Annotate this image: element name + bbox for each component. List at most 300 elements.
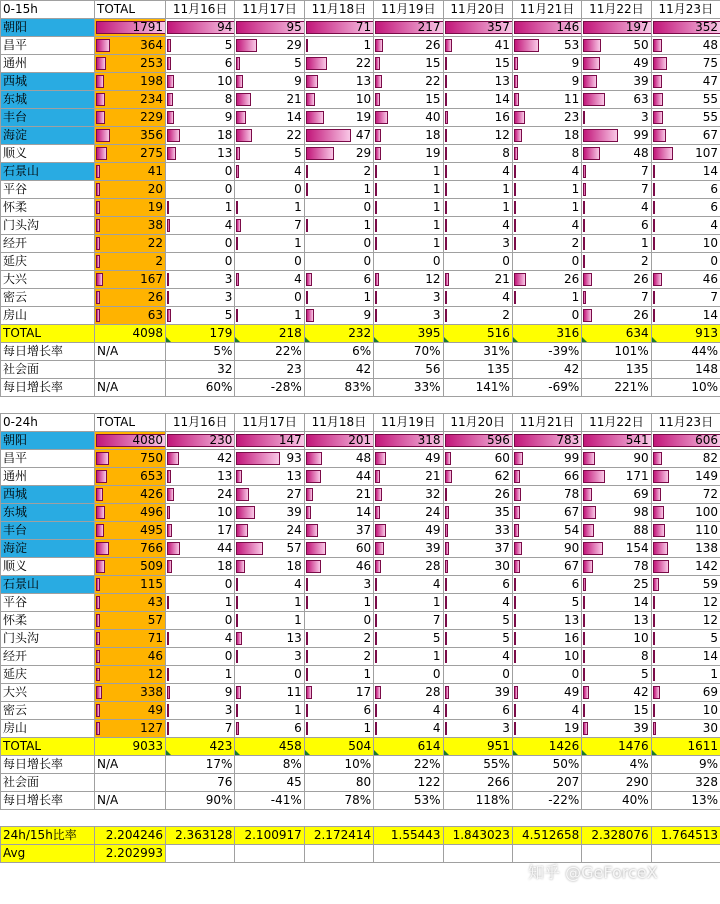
- number-cell[interactable]: [95, 468, 166, 486]
- number-cell[interactable]: [512, 486, 581, 504]
- district-name[interactable]: 东城: [1, 504, 95, 522]
- number-cell[interactable]: [512, 558, 581, 576]
- empty-cell[interactable]: [512, 810, 581, 827]
- number-cell[interactable]: [512, 648, 581, 666]
- number-cell[interactable]: [235, 325, 304, 343]
- number-cell[interactable]: [651, 612, 720, 630]
- number-cell[interactable]: [512, 540, 581, 558]
- date-header[interactable]: 11月19日: [374, 414, 443, 432]
- number-cell[interactable]: [95, 594, 166, 612]
- number-cell[interactable]: [512, 19, 581, 37]
- number-cell[interactable]: [235, 289, 304, 307]
- number-cell[interactable]: [512, 55, 581, 73]
- number-cell[interactable]: [166, 486, 235, 504]
- district-name[interactable]: 房山: [1, 307, 95, 325]
- empty-cell[interactable]: [235, 810, 304, 827]
- number-cell[interactable]: [95, 684, 166, 702]
- number-cell[interactable]: [374, 540, 443, 558]
- number-cell[interactable]: [95, 235, 166, 253]
- number-cell[interactable]: [374, 217, 443, 235]
- number-cell[interactable]: [443, 199, 512, 217]
- number-cell[interactable]: [95, 558, 166, 576]
- number-cell[interactable]: [512, 181, 581, 199]
- district-name[interactable]: 东城: [1, 91, 95, 109]
- number-cell[interactable]: [582, 504, 651, 522]
- number-cell[interactable]: [443, 612, 512, 630]
- number-cell[interactable]: [651, 540, 720, 558]
- number-cell[interactable]: [443, 181, 512, 199]
- number-cell[interactable]: [374, 361, 443, 379]
- number-cell[interactable]: [512, 468, 581, 486]
- number-cell[interactable]: [95, 163, 166, 181]
- number-cell[interactable]: [512, 325, 581, 343]
- number-cell[interactable]: [512, 756, 581, 774]
- number-cell[interactable]: [166, 612, 235, 630]
- number-cell[interactable]: [443, 558, 512, 576]
- number-cell[interactable]: [95, 37, 166, 55]
- number-cell[interactable]: [512, 774, 581, 792]
- number-cell[interactable]: [582, 73, 651, 91]
- number-cell[interactable]: [512, 253, 581, 271]
- district-name[interactable]: 密云: [1, 702, 95, 720]
- number-cell[interactable]: [651, 379, 720, 397]
- metric-label[interactable]: 每日增长率: [1, 756, 95, 774]
- number-cell[interactable]: [304, 774, 373, 792]
- number-cell[interactable]: [235, 792, 304, 810]
- number-cell[interactable]: [443, 37, 512, 55]
- number-cell[interactable]: [95, 55, 166, 73]
- empty-cell[interactable]: [166, 397, 235, 414]
- number-cell[interactable]: [512, 361, 581, 379]
- metric-label[interactable]: 每日增长率: [1, 792, 95, 810]
- empty-cell[interactable]: [374, 397, 443, 414]
- number-cell[interactable]: [166, 199, 235, 217]
- number-cell[interactable]: [304, 738, 373, 756]
- number-cell[interactable]: [651, 720, 720, 738]
- number-cell[interactable]: [582, 145, 651, 163]
- number-cell[interactable]: [651, 271, 720, 289]
- number-cell[interactable]: [582, 594, 651, 612]
- number-cell[interactable]: [235, 271, 304, 289]
- empty-cell[interactable]: [166, 810, 235, 827]
- number-cell[interactable]: [374, 307, 443, 325]
- number-cell[interactable]: [651, 307, 720, 325]
- number-cell[interactable]: [374, 343, 443, 361]
- number-cell[interactable]: [374, 684, 443, 702]
- number-cell[interactable]: [582, 450, 651, 468]
- total-label[interactable]: TOTAL: [1, 738, 95, 756]
- number-cell[interactable]: [235, 37, 304, 55]
- number-cell[interactable]: [374, 289, 443, 307]
- number-cell[interactable]: [443, 630, 512, 648]
- number-cell[interactable]: [651, 361, 720, 379]
- number-cell[interactable]: [374, 199, 443, 217]
- number-cell[interactable]: [374, 73, 443, 91]
- number-cell[interactable]: [443, 648, 512, 666]
- metric-first[interactable]: N/A: [95, 343, 166, 361]
- number-cell[interactable]: [651, 468, 720, 486]
- number-cell[interactable]: [166, 145, 235, 163]
- number-cell[interactable]: [512, 504, 581, 522]
- number-cell[interactable]: [235, 612, 304, 630]
- number-cell[interactable]: [443, 307, 512, 325]
- number-cell[interactable]: [374, 468, 443, 486]
- number-cell[interactable]: [443, 361, 512, 379]
- number-cell[interactable]: [582, 576, 651, 594]
- number-cell[interactable]: [651, 450, 720, 468]
- number-cell[interactable]: [582, 109, 651, 127]
- district-name[interactable]: 顺义: [1, 145, 95, 163]
- number-cell[interactable]: [374, 756, 443, 774]
- number-cell[interactable]: [304, 450, 373, 468]
- number-cell[interactable]: [235, 720, 304, 738]
- number-cell[interactable]: [95, 145, 166, 163]
- number-cell[interactable]: [304, 127, 373, 145]
- number-cell[interactable]: [651, 792, 720, 810]
- number-cell[interactable]: [443, 540, 512, 558]
- number-cell[interactable]: [582, 253, 651, 271]
- number-cell[interactable]: [304, 612, 373, 630]
- number-cell[interactable]: [512, 522, 581, 540]
- number-cell[interactable]: [651, 253, 720, 271]
- number-cell[interactable]: [512, 666, 581, 684]
- date-header[interactable]: 11月23日: [651, 414, 720, 432]
- number-cell[interactable]: [582, 827, 651, 845]
- number-cell[interactable]: [512, 432, 581, 450]
- district-name[interactable]: 怀柔: [1, 199, 95, 217]
- number-cell[interactable]: [651, 289, 720, 307]
- number-cell[interactable]: [443, 774, 512, 792]
- number-cell[interactable]: [95, 648, 166, 666]
- number-cell[interactable]: [651, 145, 720, 163]
- number-cell[interactable]: [235, 343, 304, 361]
- number-cell[interactable]: [512, 379, 581, 397]
- number-cell[interactable]: [95, 738, 166, 756]
- number-cell[interactable]: [95, 450, 166, 468]
- number-cell[interactable]: [374, 630, 443, 648]
- number-cell[interactable]: [651, 19, 720, 37]
- number-cell[interactable]: [166, 37, 235, 55]
- number-cell[interactable]: [166, 774, 235, 792]
- empty-cell[interactable]: [512, 397, 581, 414]
- number-cell[interactable]: [95, 73, 166, 91]
- number-cell[interactable]: [235, 109, 304, 127]
- number-cell[interactable]: [304, 235, 373, 253]
- number-cell[interactable]: [443, 666, 512, 684]
- number-cell[interactable]: [166, 558, 235, 576]
- number-cell[interactable]: [374, 576, 443, 594]
- metric-first[interactable]: [95, 361, 166, 379]
- number-cell[interactable]: [512, 738, 581, 756]
- number-cell[interactable]: [582, 55, 651, 73]
- number-cell[interactable]: [235, 450, 304, 468]
- district-name[interactable]: 延庆: [1, 666, 95, 684]
- metric-label[interactable]: 每日增长率: [1, 343, 95, 361]
- number-cell[interactable]: [95, 576, 166, 594]
- number-cell[interactable]: [166, 666, 235, 684]
- number-cell[interactable]: [512, 217, 581, 235]
- number-cell[interactable]: [443, 576, 512, 594]
- number-cell[interactable]: [166, 307, 235, 325]
- number-cell[interactable]: [95, 720, 166, 738]
- number-cell[interactable]: [304, 253, 373, 271]
- number-cell[interactable]: [166, 522, 235, 540]
- district-name[interactable]: 昌平: [1, 450, 95, 468]
- number-cell[interactable]: [651, 648, 720, 666]
- total-header[interactable]: TOTAL: [95, 1, 166, 19]
- number-cell[interactable]: [374, 253, 443, 271]
- number-cell[interactable]: [512, 702, 581, 720]
- metric-first[interactable]: [95, 774, 166, 792]
- number-cell[interactable]: [443, 73, 512, 91]
- district-name[interactable]: 朝阳: [1, 432, 95, 450]
- district-name[interactable]: 密云: [1, 289, 95, 307]
- number-cell[interactable]: [582, 361, 651, 379]
- number-cell[interactable]: [512, 163, 581, 181]
- number-cell[interactable]: [235, 199, 304, 217]
- number-cell[interactable]: [304, 666, 373, 684]
- district-name[interactable]: 西城: [1, 73, 95, 91]
- date-header[interactable]: 11月22日: [582, 414, 651, 432]
- number-cell[interactable]: [235, 73, 304, 91]
- number-cell[interactable]: [651, 199, 720, 217]
- number-cell[interactable]: [166, 504, 235, 522]
- empty-cell[interactable]: [304, 845, 373, 863]
- number-cell[interactable]: [235, 307, 304, 325]
- number-cell[interactable]: [443, 468, 512, 486]
- number-cell[interactable]: [95, 522, 166, 540]
- district-name[interactable]: 丰台: [1, 522, 95, 540]
- number-cell[interactable]: [166, 756, 235, 774]
- number-cell[interactable]: [374, 271, 443, 289]
- number-cell[interactable]: [304, 109, 373, 127]
- number-cell[interactable]: [304, 486, 373, 504]
- date-header[interactable]: 11月21日: [512, 1, 581, 19]
- district-name[interactable]: 门头沟: [1, 630, 95, 648]
- number-cell[interactable]: [304, 343, 373, 361]
- empty-cell[interactable]: [651, 845, 720, 863]
- number-cell[interactable]: [235, 361, 304, 379]
- district-name[interactable]: 朝阳: [1, 19, 95, 37]
- number-cell[interactable]: [443, 325, 512, 343]
- empty-cell[interactable]: [582, 397, 651, 414]
- number-cell[interactable]: [443, 343, 512, 361]
- number-cell[interactable]: [95, 109, 166, 127]
- number-cell[interactable]: [304, 432, 373, 450]
- number-cell[interactable]: [304, 91, 373, 109]
- number-cell[interactable]: [582, 648, 651, 666]
- number-cell[interactable]: [582, 19, 651, 37]
- number-cell[interactable]: [512, 343, 581, 361]
- empty-cell[interactable]: [1, 397, 95, 414]
- number-cell[interactable]: [443, 271, 512, 289]
- number-cell[interactable]: [304, 73, 373, 91]
- number-cell[interactable]: [166, 55, 235, 73]
- number-cell[interactable]: [166, 73, 235, 91]
- number-cell[interactable]: [374, 127, 443, 145]
- number-cell[interactable]: [582, 289, 651, 307]
- number-cell[interactable]: [443, 289, 512, 307]
- number-cell[interactable]: [651, 486, 720, 504]
- number-cell[interactable]: [374, 325, 443, 343]
- number-cell[interactable]: [166, 702, 235, 720]
- number-cell[interactable]: [443, 163, 512, 181]
- number-cell[interactable]: [651, 91, 720, 109]
- number-cell[interactable]: [95, 253, 166, 271]
- number-cell[interactable]: [374, 181, 443, 199]
- number-cell[interactable]: [651, 504, 720, 522]
- number-cell[interactable]: [95, 325, 166, 343]
- number-cell[interactable]: [166, 720, 235, 738]
- empty-cell[interactable]: [443, 845, 512, 863]
- number-cell[interactable]: [443, 827, 512, 845]
- number-cell[interactable]: [95, 630, 166, 648]
- number-cell[interactable]: [582, 199, 651, 217]
- district-name[interactable]: 平谷: [1, 181, 95, 199]
- number-cell[interactable]: [582, 792, 651, 810]
- number-cell[interactable]: [582, 271, 651, 289]
- number-cell[interactable]: [95, 19, 166, 37]
- district-name[interactable]: 昌平: [1, 37, 95, 55]
- number-cell[interactable]: [582, 756, 651, 774]
- number-cell[interactable]: [304, 271, 373, 289]
- number-cell[interactable]: [651, 630, 720, 648]
- number-cell[interactable]: [304, 756, 373, 774]
- number-cell[interactable]: [512, 271, 581, 289]
- number-cell[interactable]: [443, 109, 512, 127]
- number-cell[interactable]: [235, 576, 304, 594]
- number-cell[interactable]: [166, 630, 235, 648]
- number-cell[interactable]: [235, 163, 304, 181]
- number-cell[interactable]: [651, 55, 720, 73]
- number-cell[interactable]: [304, 379, 373, 397]
- number-cell[interactable]: [512, 289, 581, 307]
- number-cell[interactable]: [166, 163, 235, 181]
- number-cell[interactable]: [304, 792, 373, 810]
- number-cell[interactable]: [651, 343, 720, 361]
- number-cell[interactable]: [304, 576, 373, 594]
- number-cell[interactable]: [582, 666, 651, 684]
- number-cell[interactable]: [304, 468, 373, 486]
- number-cell[interactable]: [582, 307, 651, 325]
- number-cell[interactable]: [235, 253, 304, 271]
- number-cell[interactable]: [235, 540, 304, 558]
- number-cell[interactable]: [304, 217, 373, 235]
- number-cell[interactable]: [651, 73, 720, 91]
- number-cell[interactable]: [651, 594, 720, 612]
- number-cell[interactable]: [374, 486, 443, 504]
- number-cell[interactable]: [235, 666, 304, 684]
- district-name[interactable]: 海淀: [1, 540, 95, 558]
- number-cell[interactable]: [235, 379, 304, 397]
- number-cell[interactable]: [95, 127, 166, 145]
- number-cell[interactable]: [582, 325, 651, 343]
- number-cell[interactable]: [304, 199, 373, 217]
- number-cell[interactable]: [374, 702, 443, 720]
- number-cell[interactable]: [443, 432, 512, 450]
- date-header[interactable]: 11月17日: [235, 1, 304, 19]
- number-cell[interactable]: [166, 379, 235, 397]
- number-cell[interactable]: [512, 612, 581, 630]
- number-cell[interactable]: [443, 145, 512, 163]
- number-cell[interactable]: [374, 109, 443, 127]
- number-cell[interactable]: [374, 379, 443, 397]
- number-cell[interactable]: [651, 432, 720, 450]
- number-cell[interactable]: [304, 684, 373, 702]
- date-header[interactable]: 11月17日: [235, 414, 304, 432]
- number-cell[interactable]: [304, 720, 373, 738]
- empty-cell[interactable]: [304, 397, 373, 414]
- number-cell[interactable]: [582, 432, 651, 450]
- number-cell[interactable]: [582, 163, 651, 181]
- number-cell[interactable]: [304, 504, 373, 522]
- number-cell[interactable]: [166, 127, 235, 145]
- number-cell[interactable]: [582, 181, 651, 199]
- number-cell[interactable]: [374, 594, 443, 612]
- number-cell[interactable]: [582, 522, 651, 540]
- number-cell[interactable]: [166, 594, 235, 612]
- number-cell[interactable]: [374, 163, 443, 181]
- number-cell[interactable]: [235, 145, 304, 163]
- number-cell[interactable]: [512, 37, 581, 55]
- number-cell[interactable]: [651, 163, 720, 181]
- number-cell[interactable]: [304, 540, 373, 558]
- number-cell[interactable]: [166, 253, 235, 271]
- district-name[interactable]: 延庆: [1, 253, 95, 271]
- district-name[interactable]: 门头沟: [1, 217, 95, 235]
- number-cell[interactable]: [512, 199, 581, 217]
- empty-cell[interactable]: [374, 845, 443, 863]
- number-cell[interactable]: [166, 91, 235, 109]
- number-cell[interactable]: [166, 792, 235, 810]
- number-cell[interactable]: [374, 145, 443, 163]
- number-cell[interactable]: [235, 594, 304, 612]
- number-cell[interactable]: [374, 827, 443, 845]
- district-name[interactable]: 顺义: [1, 558, 95, 576]
- number-cell[interactable]: [582, 630, 651, 648]
- number-cell[interactable]: [235, 522, 304, 540]
- district-name[interactable]: 丰台: [1, 109, 95, 127]
- number-cell[interactable]: [304, 648, 373, 666]
- number-cell[interactable]: [374, 774, 443, 792]
- number-cell[interactable]: [374, 432, 443, 450]
- number-cell[interactable]: [304, 361, 373, 379]
- number-cell[interactable]: [95, 289, 166, 307]
- number-cell[interactable]: [443, 55, 512, 73]
- number-cell[interactable]: [443, 522, 512, 540]
- number-cell[interactable]: [304, 630, 373, 648]
- metric-label[interactable]: 每日增长率: [1, 379, 95, 397]
- number-cell[interactable]: [235, 127, 304, 145]
- number-cell[interactable]: [166, 450, 235, 468]
- number-cell[interactable]: [235, 91, 304, 109]
- number-cell[interactable]: [235, 558, 304, 576]
- district-name[interactable]: 大兴: [1, 684, 95, 702]
- empty-cell[interactable]: [582, 810, 651, 827]
- number-cell[interactable]: [374, 522, 443, 540]
- number-cell[interactable]: [304, 558, 373, 576]
- empty-cell[interactable]: [166, 845, 235, 863]
- number-cell[interactable]: [95, 845, 166, 863]
- number-cell[interactable]: [235, 181, 304, 199]
- number-cell[interactable]: [512, 91, 581, 109]
- number-cell[interactable]: [235, 486, 304, 504]
- number-cell[interactable]: [374, 648, 443, 666]
- number-cell[interactable]: [582, 91, 651, 109]
- number-cell[interactable]: [443, 235, 512, 253]
- number-cell[interactable]: [443, 19, 512, 37]
- number-cell[interactable]: [512, 145, 581, 163]
